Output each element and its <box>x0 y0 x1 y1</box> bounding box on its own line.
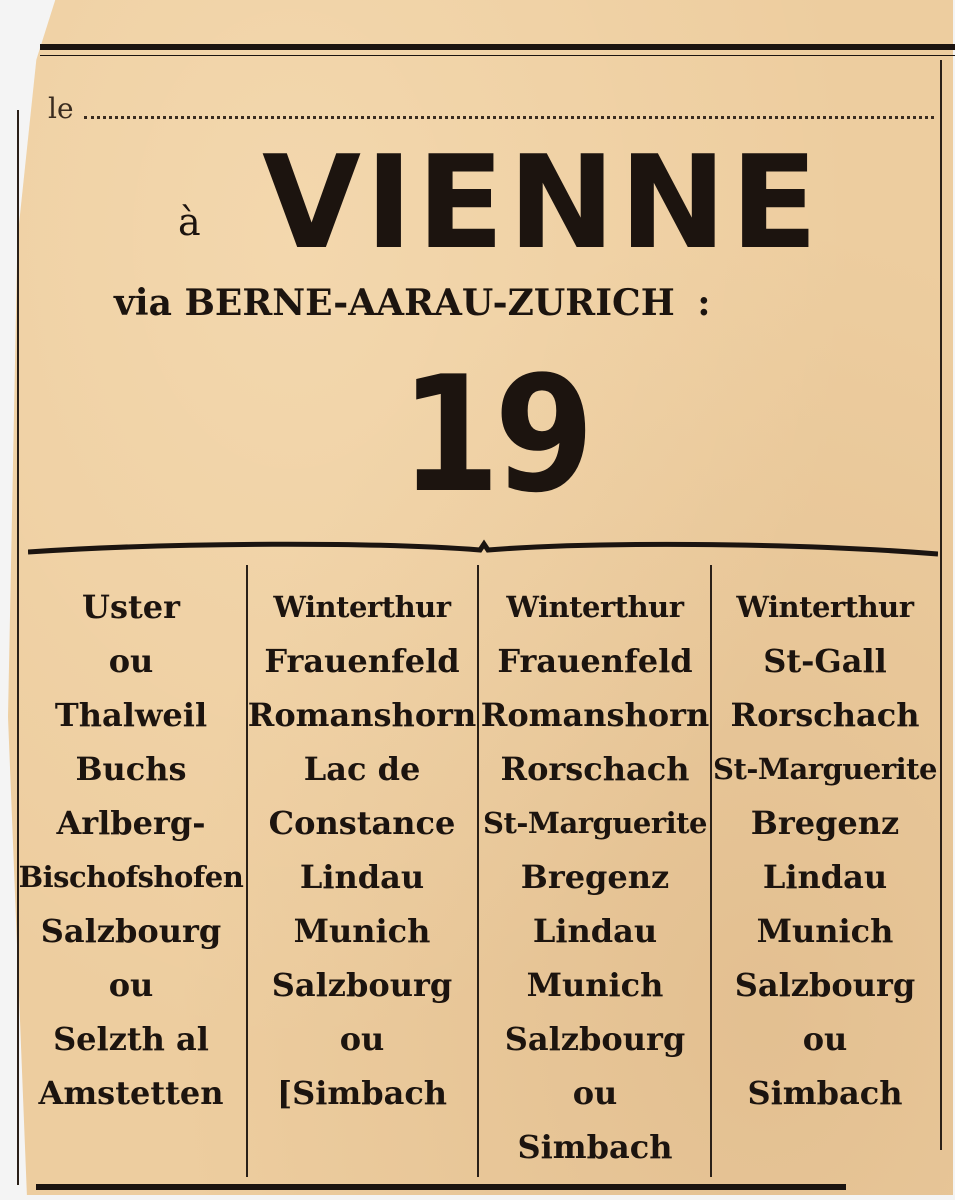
route-line <box>114 282 711 324</box>
station: Bischofshofen <box>18 860 244 894</box>
station: Frauenfeld <box>497 642 693 680</box>
station: St-Gall <box>763 642 887 680</box>
dotted-fill-line <box>48 92 938 125</box>
route-column-2 <box>248 580 476 1120</box>
column-divider-2 <box>477 565 479 1177</box>
station: Frauenfeld <box>264 642 460 680</box>
station: Lac de <box>303 750 421 788</box>
station: Romanshorn <box>247 696 477 734</box>
station: Rorschach <box>500 750 690 788</box>
station: Lindau <box>762 858 888 896</box>
station: ou <box>108 966 154 1004</box>
station: Uster <box>82 588 180 626</box>
station: Arlberg- <box>56 804 206 842</box>
top-rule-thin <box>40 55 955 56</box>
preposition: à <box>178 200 201 244</box>
station: Lindau <box>299 858 425 896</box>
station: Rorschach <box>730 696 920 734</box>
station: [Simbach <box>276 1074 448 1112</box>
route-column-4 <box>712 580 938 1120</box>
station: Thalweil <box>54 696 208 734</box>
station: Simbach <box>747 1074 903 1112</box>
station: Simbach <box>517 1128 673 1166</box>
station: Bregenz <box>750 804 900 842</box>
station: Buchs <box>75 750 187 788</box>
route-cities: BERNE-AARAU-ZURICH <box>184 282 675 324</box>
top-rule <box>40 44 955 50</box>
station: Romanshorn <box>480 696 710 734</box>
route-column-3 <box>480 580 710 1174</box>
station: Winterthur <box>273 590 451 624</box>
route-number: 19 <box>400 341 589 528</box>
station: Munich <box>526 966 664 1004</box>
station: ou <box>108 642 154 680</box>
station: Constance <box>268 804 456 842</box>
station: Salzbourg <box>271 966 453 1004</box>
station: Lindau <box>532 912 658 950</box>
station: Salzbourg <box>734 966 916 1004</box>
station: Bregenz <box>520 858 670 896</box>
dotted-leader <box>84 116 934 119</box>
station: Salzbourg <box>504 1020 686 1058</box>
station: ou <box>802 1020 848 1058</box>
station: Winterthur <box>506 590 684 624</box>
station: Amstetten <box>38 1074 224 1112</box>
station: ou <box>339 1020 385 1058</box>
station: St-Marguerite <box>483 806 707 840</box>
bottom-rule <box>36 1184 846 1190</box>
station: Salzbourg <box>40 912 222 950</box>
route-colon: : <box>697 282 711 324</box>
station: Munich <box>756 912 894 950</box>
station: Selzth al <box>53 1020 209 1058</box>
route-column-1 <box>18 580 244 1120</box>
wave-divider <box>28 538 938 562</box>
station: Winterthur <box>736 590 914 624</box>
destination-title: VIENNE <box>262 129 822 278</box>
right-border <box>940 60 942 1150</box>
station: Munich <box>293 912 431 950</box>
route-via: via <box>114 282 172 324</box>
prefix-text: le <box>48 92 74 125</box>
station: ou <box>572 1074 618 1112</box>
station: St-Marguerite <box>713 752 937 786</box>
